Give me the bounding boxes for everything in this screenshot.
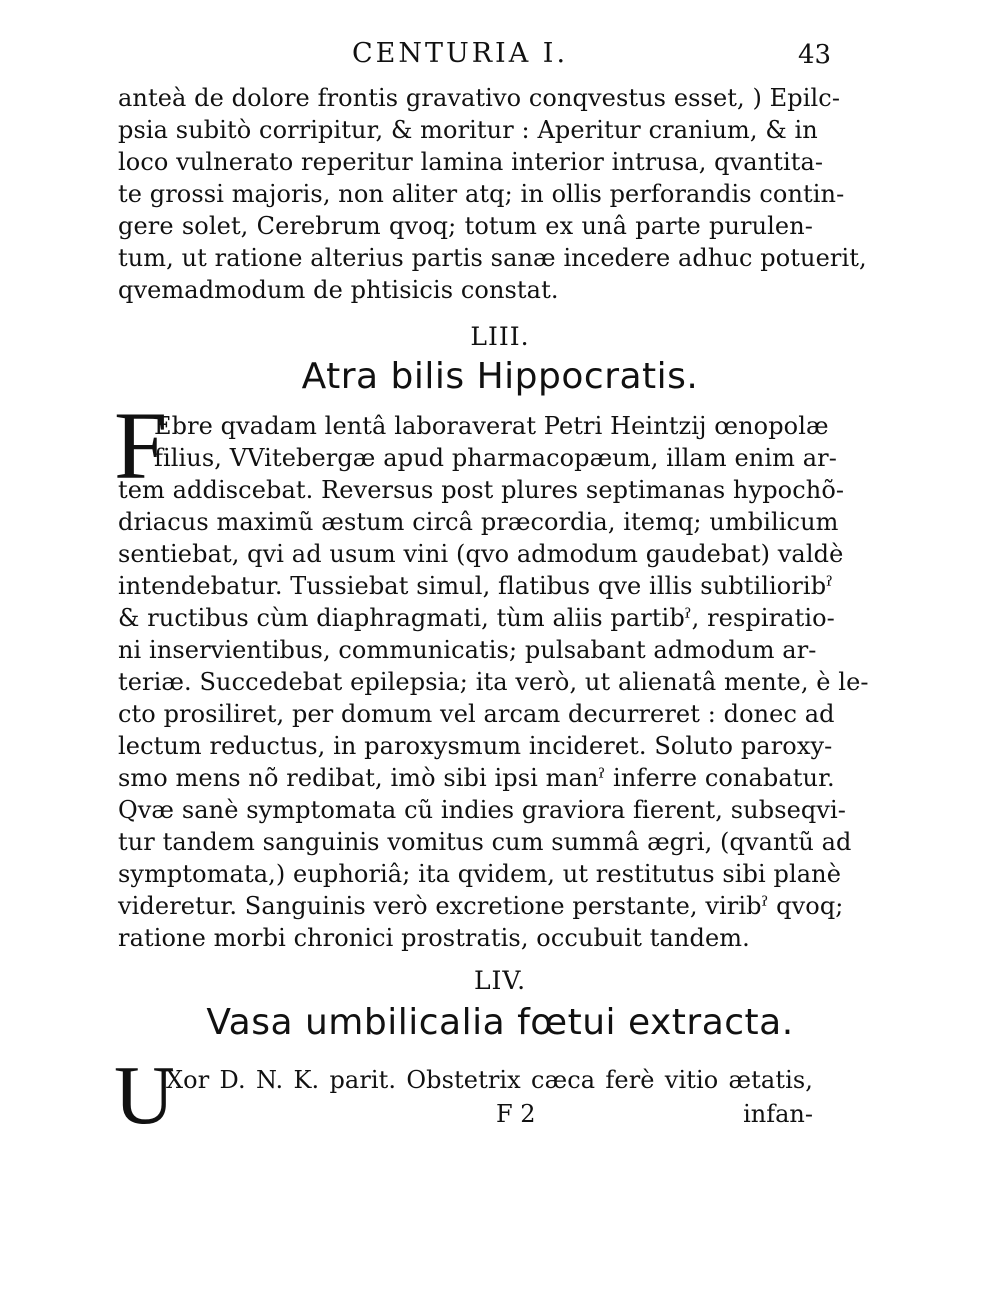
text-line: ni inservientibus, communicatis; pulsabant admodum ar- xyxy=(118,636,817,664)
text-line: cto prosiliret, per domum vel arcam decurreret : donec ad xyxy=(118,700,835,728)
text-line: psia subitò corripitur, & moritur : Aperitur cranium, & in xyxy=(118,116,818,144)
text-line: videretur. Sanguinis verò excretione perstante, viribˀ qvoq; xyxy=(118,892,844,920)
text-line: teriæ. Succedebat epilepsia; ita verò, ut alienatâ mente, è le- xyxy=(118,668,869,696)
text-line: lectum reductus, in paroxysmum incideret. Soluto paroxy- xyxy=(118,732,833,760)
text-line: sentiebat, qvi ad usum vini (qvo admodum gaudebat) valdè xyxy=(118,540,844,568)
text-line: Ebre qvadam lentâ laboraverat Petri Heintzij œnopolæ xyxy=(154,412,829,440)
section-title: Vasa umbilicalia fœtui extracta. xyxy=(206,1002,794,1043)
text-line: gere solet, Cerebrum qvoq; totum ex unâ parte purulen- xyxy=(118,212,813,240)
text-line: qvemadmodum de phtisicis constat. xyxy=(118,276,559,304)
section-number: LIV. xyxy=(473,966,527,995)
text-line: te grossi majoris, non aliter atq; in ollis perforandis contin- xyxy=(118,180,845,208)
text-line: Xor D. N. K. parit. Obstetrix cæca ferè vitio ætatis, xyxy=(166,1066,813,1094)
section-number: LIII. xyxy=(470,322,530,351)
signature-mark: F 2 xyxy=(496,1100,536,1128)
text-line: & ructibus cùm diaphragmati, tùm aliis partibˀ, respiratio- xyxy=(118,604,835,632)
text-line: smo mens nõ redibat, imò sibi ipsi manˀ inferre conabatur. xyxy=(118,764,835,792)
drop-cap: F xyxy=(114,392,168,499)
text-line: symptomata,) euphoriâ; ita qvidem, ut restitutus sibi planè xyxy=(118,860,842,888)
paragraph-continuation xyxy=(118,82,867,306)
text-line: driacus maximũ æstum circâ præcordia, itemq; umbilicum xyxy=(118,508,839,536)
text-line: tem addiscebat. Reversus post plures septimanas hypochõ- xyxy=(118,476,845,504)
paragraph-vasa-umbilicalia xyxy=(118,1064,813,1096)
running-head: CENTURIA I. xyxy=(351,38,569,69)
text-line: ratione morbi chronici prostratis, occubuit tandem. xyxy=(118,924,750,952)
text-line: loco vulnerato reperitur lamina interior intrusa, qvantita- xyxy=(118,148,824,176)
section-title: Atra bilis Hippocratis. xyxy=(301,356,699,397)
text-line: tur tandem sanguinis vomitus cum summâ ægri, (qvantũ ad xyxy=(118,828,852,856)
text-line: Qvæ sanè symptomata cũ indies graviora fierent, subseqvi- xyxy=(118,796,847,824)
catchword: infan- xyxy=(743,1100,813,1128)
text-line: filius, VVitebergæ apud pharmacopæum, illam enim ar- xyxy=(154,444,837,472)
page-footer xyxy=(118,1100,813,1132)
text-line: intendebatur. Tussiebat simul, flatibus qve illis subtilioribˀ xyxy=(118,572,833,600)
paragraph-atra-bilis xyxy=(118,410,869,954)
drop-cap: U xyxy=(114,1049,175,1142)
page-number: 43 xyxy=(798,40,832,70)
text-line: tum, ut ratione alterius partis sanæ incedere adhuc potuerit, xyxy=(118,244,867,272)
text-line: anteà de dolore frontis gravativo conqvestus esset, ) Epilc- xyxy=(118,84,841,112)
